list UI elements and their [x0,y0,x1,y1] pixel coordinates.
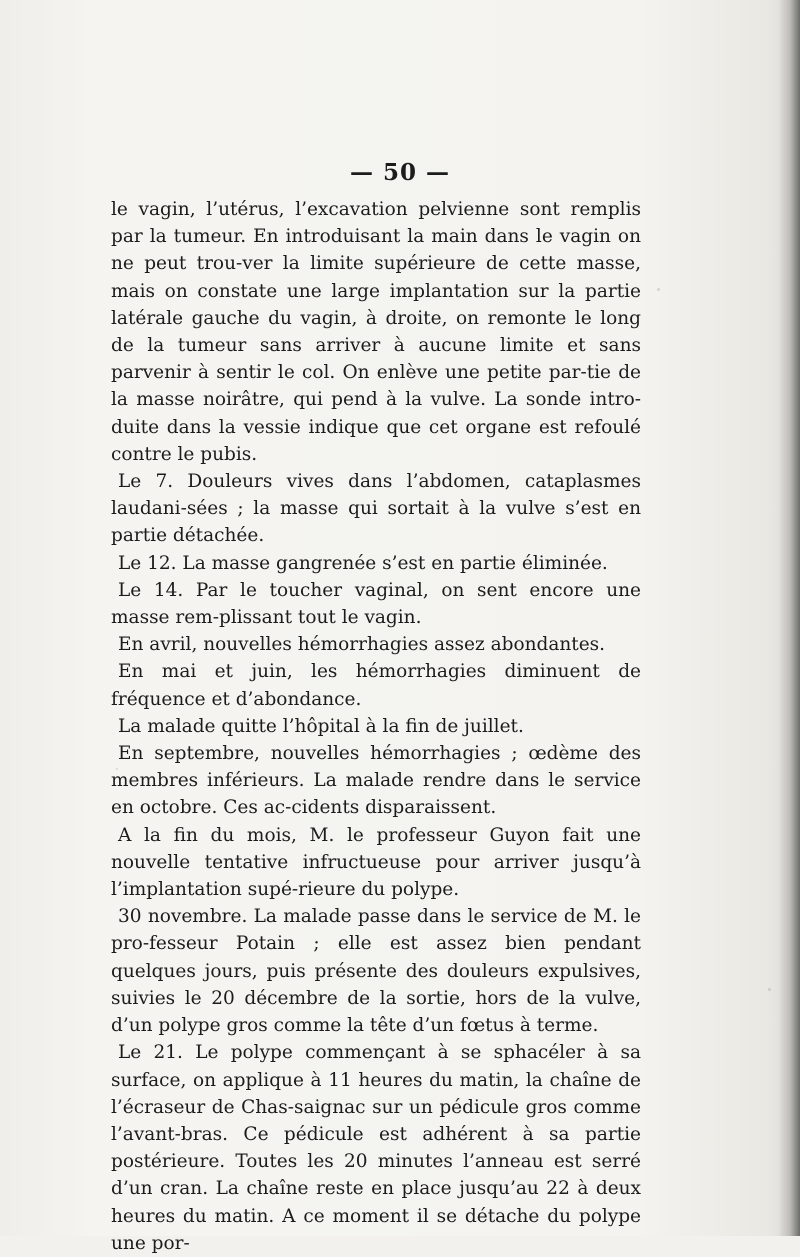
paragraph: En septembre, nouvelles hémorrhagies ; œdème des membres inférieurs. La malade rendre dans le service en octobre. Ces ac-cidents disparaissent. [111,743,641,819]
body-text [111,196,641,1257]
paragraph: A la fin du mois, M. le professeur Guyon fait une nouvelle tentative infructueuse pour arriver jusqu’à l’implantation supé-rieure du polype. [111,824,641,901]
paragraph: Le 21. Le polype commençant à se sphacéler à sa surface, on applique à 11 heures du matin, la chaîne de l’écraseur de Chas-saignac sur un pédicule gros comme l’avant-bras. Ce pédicule est adhérent à sa partie postérieure. Toutes les 20 minutes l’anneau est serré d’un cran. La chaîne reste en place jusqu’au 22 à deux heures du matin. A ce moment il se détache du polype une por- [111,1042,641,1254]
ink-speck [657,288,660,291]
paragraph: 30 novembre. La malade passe dans le service de M. le pro-fesseur Potain ; elle est assez bien pendant quelques jours, puis présente des douleurs expulsives, suivies le 20 décembre de la sortie, hors de la vulve, d’un polype gros comme la tête d’un fœtus à terme. [111,906,641,1037]
paragraph: Le 7. Douleurs vives dans l’abdomen, cataplasmes laudani-sées ; la masse qui sortait à la vulve s’est en partie détachée. [111,471,641,547]
paragraph: En mai et juin, les hémorrhagies diminuent de fréquence et d’abondance. [111,661,641,710]
paragraph: Le 14. Par le toucher vaginal, on sent encore une masse rem-plissant tout le vagin. [111,579,641,629]
paragraph: le vagin, l’utérus, l’excavation pelvienne sont remplis par la tumeur. En introduisant la main dans le vagin on ne peut trou-ver la limite supérieure de cette masse, mais on constate une large implantation sur la partie latérale gauche du vagin, à droite, on remonte le long de la tumeur sans arriver à aucune limite et sans parvenir à sentir le col. On enlève une petite par-tie de la masse noirâtre, qui pend à la vulve. La sonde intro-duite dans la vessie indique que cet organe est refoulé contre le pubis. [111,199,641,465]
paragraph: La malade quitte l’hôpital à la fin de juillet. [118,715,524,737]
paragraph: En avril, nouvelles hémorrhagies assez abondantes. [118,634,606,656]
page-number: — 50 — [349,159,451,186]
paragraph: Le 12. La masse gangrenée s’est en partie éliminée. [118,552,608,574]
ink-speck [768,988,771,991]
ink-speck [116,768,118,770]
